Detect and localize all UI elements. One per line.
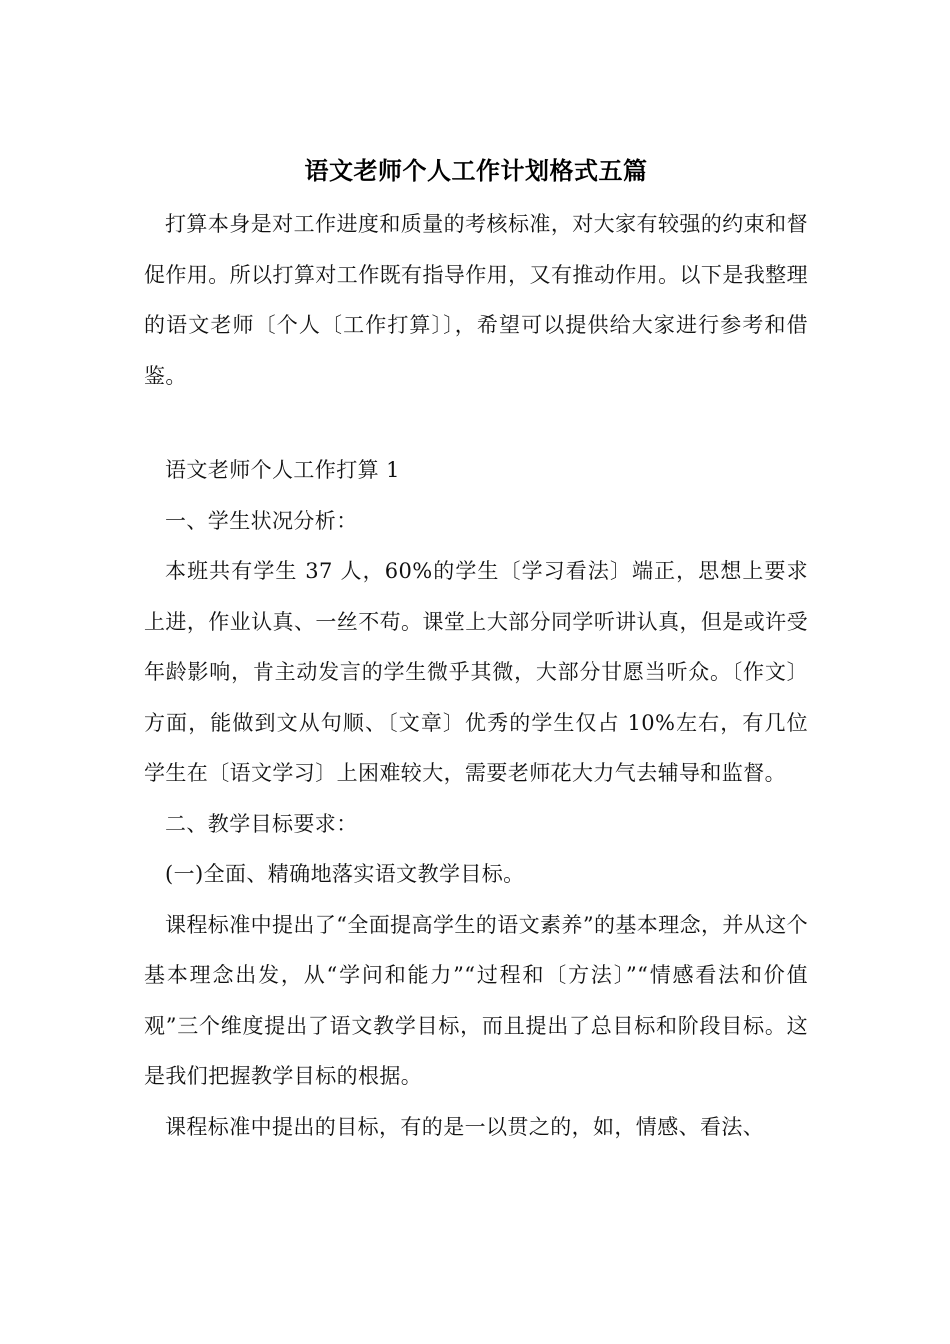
goal-item-1: (一)全面、精确地落实语文教学目标。 [165, 862, 525, 886]
intro-paragraph: 打算本身是对工作进度和质量的考核标准，对大家有较强的约束和督促作用。所以打算对工作既有指导作用，又有推动作用。以下是我整理的语文老师〔个人〔工作打算〕〕，希望可以提供给大家进行参考和借鉴。 [144, 212, 808, 388]
subheading-student-analysis: 一、学生状况分析： [165, 508, 358, 533]
student-analysis-paragraph: 本班共有学生 37 人，60%的学生〔学习看法〕端正，思想上要求上进，作业认真、一丝不苟。课堂上大部分同学听讲认真，但是或许受年龄影响，肯主动发言的学生微乎其微，大部分甘愿当听众。〔作文〕方面，能做到文从句顺、〔文章〕优秀的学生仅占 10%左右，有几位学生在〔语文学习〕上困难较大，需要老师花大力气去辅导和监督。 [144, 559, 808, 785]
document-title: 语文老师个人工作计划格式五篇 [304, 157, 648, 185]
subheading-teaching-goals: 二、教学目标要求： [165, 811, 358, 836]
document-body [144, 150, 808, 1152]
curriculum-goals-paragraph: 课程标准中提出的目标，有的是一以贯之的，如，情感、看法、 [165, 1114, 765, 1139]
section-heading-plan-1: 语文老师个人工作打算 1 [165, 458, 400, 482]
curriculum-standard-paragraph: 课程标准中提出了“全面提高学生的语文素养”的基本理念，并从这个基本理念出发，从“学问和能力”“过程和〔方法〕”“情感看法和价值观”三个维度提出了语文教学目标，而且提出了总目标和阶段目标。这是我们把握教学目标的根据。 [144, 912, 808, 1088]
